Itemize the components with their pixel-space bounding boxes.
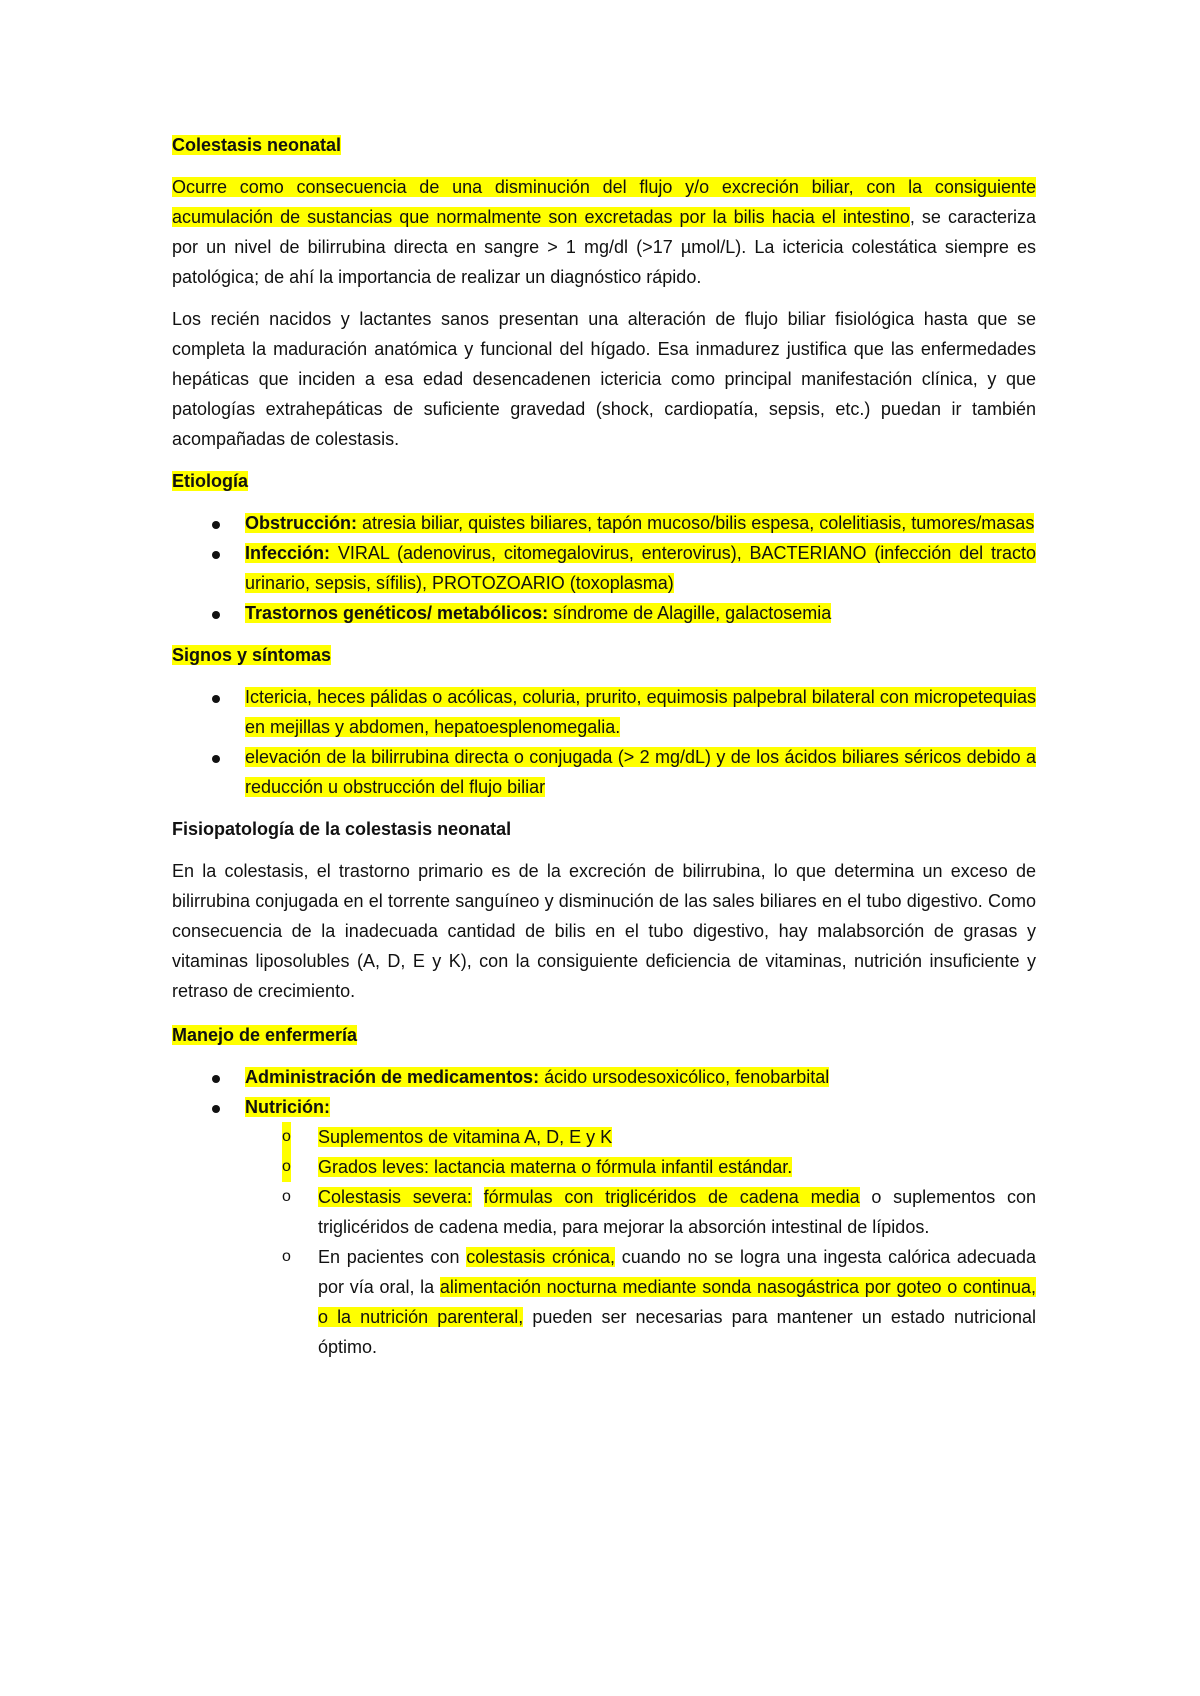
list-item: Infección: VIRAL (adenovirus, citomegalovirus, enterovirus), BACTERIANO (infección del tracto urinario, sepsis, sífilis), PROTOZOARIO (toxoplasma) — [172, 538, 1036, 598]
bullet-icon — [212, 1075, 220, 1083]
list-item: Nutrición: — [172, 1092, 1036, 1122]
bullet-icon — [212, 611, 220, 619]
bullet-icon — [212, 521, 220, 529]
list-item: Administración de medicamentos: ácido ursodesoxicólico, fenobarbital — [172, 1062, 1036, 1092]
list-item: elevación de la bilirrubina directa o conjugada (> 2 mg/dL) y de los ácidos biliares séricos debido a reducción u obstrucción del flujo biliar — [172, 742, 1036, 802]
list-item: o En pacientes con colestasis crónica, cuando no se logra una ingesta calórica adecuada por vía oral, la alimentación nocturna mediante sonda nasogástrica por goteo o continua, o la nutrición parenteral, pueden ser necesarias para mantener un estado nutricional óptimo. — [172, 1242, 1036, 1362]
manejo-heading: Manejo de enfermería — [172, 1025, 358, 1045]
etiologia-heading: Etiología — [172, 471, 248, 491]
bullet-icon — [212, 551, 220, 559]
fisio-paragraph: En la colestasis, el trastorno primario es de la excreción de bilirrubina, lo que determina un exceso de bilirrubina conjugada en el torrente sanguíneo y disminución de las sales biliares en el tubo digestivo. Como consecuencia de la inadecuada cantidad de bilis en el tubo digestivo, hay malabsorción de grasas y vitaminas liposolubles (A, D, E y K), con la consiguiente deficiencia de vitaminas, nutrición insuficiente y retraso de crecimiento. — [172, 861, 1036, 1001]
list-item: Obstrucción: atresia biliar, quistes biliares, tapón mucoso/bilis espesa, colelitiasis, tumores/masas — [172, 508, 1036, 538]
list-item: o Suplementos de vitamina A, D, E y K — [172, 1122, 1036, 1152]
list-item: Trastornos genéticos/ metabólicos: síndrome de Alagille, galactosemia — [172, 598, 1036, 628]
document-page — [172, 130, 1036, 1362]
intro-rest: , se caracteriza por un nivel de bilirrubina directa en sangre > 1 mg/dl (>17 µmol/L). La ictericia colestática siempre es patológica; de ahí la importancia de realizar un diagnóstico rápido. — [172, 207, 1036, 287]
signos-heading: Signos y síntomas — [172, 645, 332, 665]
signos-list — [172, 682, 1036, 802]
bullet-icon — [212, 1105, 220, 1113]
bullet-icon — [212, 695, 220, 703]
fisio-heading: Fisiopatología de la colestasis neonatal — [172, 819, 512, 839]
manejo-list — [172, 1062, 1036, 1122]
nutricion-sublist — [172, 1122, 1036, 1362]
list-item: o Grados leves: lactancia materna o fórmula infantil estándar. — [172, 1152, 1036, 1182]
list-item: o Colestasis severa: fórmulas con triglicéridos de cadena media o suplementos con triglicéridos de cadena media, para mejorar la absorción intestinal de lípidos. — [172, 1182, 1036, 1242]
doc-title: Colestasis neonatal — [172, 135, 342, 155]
intro-paragraph — [172, 172, 1036, 292]
intro-highlight: Ocurre como consecuencia de una disminución del flujo y/o excreción biliar, con la consiguiente acumulación de sustancias que normalmente son excretadas por la bilis hacia el intestino — [172, 177, 1036, 227]
list-item: Ictericia, heces pálidas o acólicas, coluria, prurito, equimosis palpebral bilateral con micropetequias en mejillas y abdomen, hepatoesplenomegalia. — [172, 682, 1036, 742]
circle-bullet-icon: o — [282, 1188, 291, 1205]
circle-bullet-icon: o — [282, 1248, 291, 1265]
circle-bullet-icon: o — [282, 1152, 291, 1182]
bullet-icon — [212, 755, 220, 763]
etiologia-list — [172, 508, 1036, 628]
second-paragraph: Los recién nacidos y lactantes sanos presentan una alteración de flujo biliar fisiológica hasta que se completa la maduración anatómica y funcional del hígado. Esa inmadurez justifica que las enfermedades hepáticas que inciden a esa edad desencadenen ictericia como principal manifestación clínica, y que patologías extrahepáticas de suficiente gravedad (shock, cardiopatía, sepsis, etc.) puedan ir también acompañadas de colestasis. — [172, 309, 1036, 449]
circle-bullet-icon: o — [282, 1122, 291, 1152]
